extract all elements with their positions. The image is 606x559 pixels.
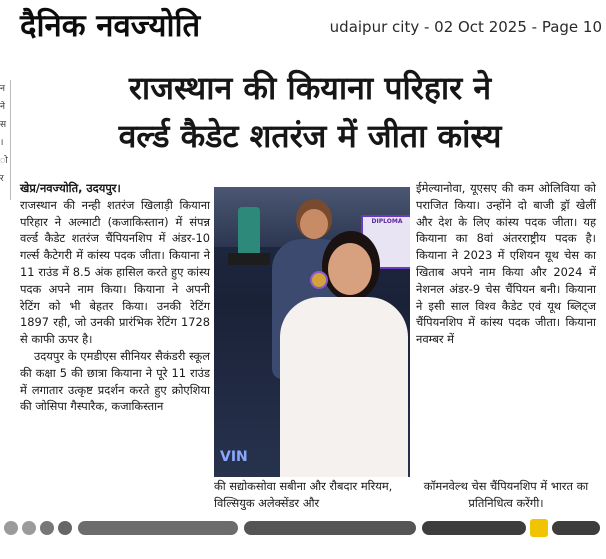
news-photo bbox=[214, 187, 410, 477]
medal-icon bbox=[310, 271, 328, 289]
headline-line-2: वर्ल्ड कैडेट शतरंज में जीता कांस्य bbox=[118, 117, 502, 155]
carousel-dot[interactable] bbox=[22, 521, 36, 535]
fragment-line: ने bbox=[0, 102, 5, 112]
background-sign: VIN bbox=[220, 449, 248, 465]
girl-face bbox=[300, 209, 328, 239]
photo-caption bbox=[214, 478, 410, 510]
woman-body bbox=[280, 297, 408, 477]
article-column-3 bbox=[416, 180, 596, 508]
trophy-icon bbox=[238, 207, 260, 255]
fragment-line: ो bbox=[0, 156, 8, 166]
article-column-1 bbox=[20, 180, 210, 508]
fragment-line: न bbox=[0, 84, 5, 94]
fragment-line: र bbox=[0, 174, 4, 184]
diploma-certificate: DIPLOMA bbox=[361, 215, 410, 269]
dateline: खेप्र/नवज्योति, उदयपुर। bbox=[20, 181, 121, 195]
article-column-3-end bbox=[416, 478, 596, 510]
page-carousel bbox=[0, 516, 606, 540]
masthead bbox=[0, 0, 606, 58]
paragraph: उदयपुर के एमडीएस सीनियर सैकंडरी स्कूल की कक्षा 5 की छात्रा कियाना ने पूरे 11 राउंड में लगातार उत्कृष्ट प्रदर्शन करते हुए क्रोएशिया की जोसिपा गैस्पारैक, कजाकिस्तान bbox=[20, 348, 210, 414]
paragraph: ईमेल्यानोवा, यूएसए की कम ओलिविया को पराजित किया। उन्होंने दो बाजी ड्रॉ खेलीं और देश के लिए कांस्य पदक जीता। यह कियाना का 8वां अंतरराष्ट्रीय पदक है। कियाना ने 2023 में एशियन यूथ चेस का खिताब अपने नाम किया और 2024 में नेशनल अंडर-9 चेस चैंपियन बनी। कियाना ने इसी साल विश्व कैडेट एवं यूथ ब्लिट्ज चैंपियनशिप में कांस्य पदक जीता। कियाना नवम्बर में bbox=[416, 181, 596, 347]
paragraph: राजस्थान की नन्ही शतरंज खिलाड़ी कियाना परिहार ने अल्माटी (कजाकिस्तान) में संपन्न वर्ल्ड कैडेट शतरंज चैंपियनशिप में अंडर-10 गर्ल्स कैटेगरी में कांस्य पदक जीता। कियाना ने 11 राउंड में 8.5 अंक हासिल करते हुए कांस्य पदक अपने नाम किया। कियाना ने अपनी रेटिंग को भी बेहतर किया। उनकी रेटिंग 1897 रही, जो उनकी प्रारंभिक रेटिंग 1728 से काफी ऊपर है। bbox=[20, 197, 210, 347]
caption-text: की सद्योकसोवा सबीना और रौबदार मरियम, विल्सियुक अलेक्सेंडर और bbox=[214, 479, 393, 510]
carousel-dot[interactable] bbox=[58, 521, 72, 535]
carousel-bar[interactable] bbox=[552, 521, 600, 535]
headline-line-1: राजस्थान की कियाना परिहार ने bbox=[128, 69, 492, 107]
carousel-active-indicator[interactable] bbox=[530, 519, 548, 537]
carousel-bar[interactable] bbox=[422, 521, 526, 535]
trophy-base bbox=[228, 253, 270, 265]
fragment-line: स bbox=[0, 120, 7, 130]
newspaper-logo: दैनिक नवज्योति bbox=[20, 8, 201, 44]
carousel-bar[interactable] bbox=[78, 521, 238, 535]
edition-label: udaipur city - 02 Oct 2025 - Page 10 bbox=[329, 18, 602, 36]
carousel-dot[interactable] bbox=[40, 521, 54, 535]
carousel-bar[interactable] bbox=[244, 521, 416, 535]
fragment-line: । bbox=[0, 138, 4, 148]
woman-face bbox=[328, 243, 372, 295]
carousel-dot[interactable] bbox=[4, 521, 18, 535]
headline bbox=[20, 64, 600, 160]
adjacent-article-fragment bbox=[0, 80, 11, 200]
paragraph: कॉमनवेल्थ चेस चैंपियनशिप में भारत का प्रतिनिधित्व करेंगी। bbox=[423, 479, 589, 510]
